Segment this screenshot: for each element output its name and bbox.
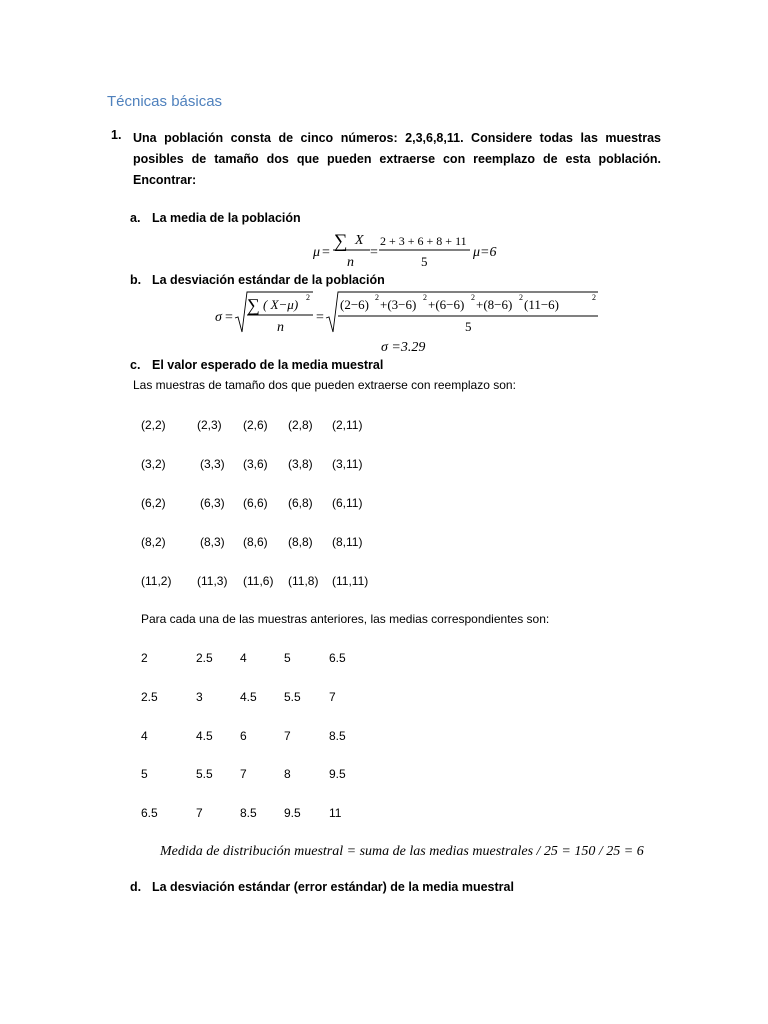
sample-mean: 4	[240, 651, 247, 665]
sample-mean: 6	[240, 729, 247, 743]
exponent-two-3: 2	[471, 293, 475, 302]
population-mean-formula	[300, 226, 520, 272]
sample-pair: (3,6)	[243, 457, 268, 471]
exponent-two: 2	[306, 293, 310, 302]
sample-pair: (8,11)	[332, 535, 363, 549]
exponent-two-1: 2	[375, 293, 379, 302]
sample-pair: (8,8)	[288, 535, 313, 549]
sigma-symbol: σ	[215, 310, 222, 325]
sample-mean: 5.5	[196, 767, 213, 781]
sample-pair: (3,3)	[200, 457, 225, 471]
sample-pair: (2,3)	[197, 418, 222, 432]
equals-sign: =	[225, 310, 233, 325]
sample-pair: (2,8)	[288, 418, 313, 432]
sample-pair: (8,3)	[200, 535, 225, 549]
sample-pair: (6,11)	[332, 496, 363, 510]
sample-mean: 7	[196, 806, 203, 820]
sample-pair: (6,2)	[141, 496, 166, 510]
sample-mean: 4.5	[240, 690, 257, 704]
sample-mean: 5.5	[284, 690, 301, 704]
population-std-formula	[205, 288, 605, 356]
section-heading: Técnicas básicas	[107, 93, 223, 110]
numerator-term-3: +(6−6)	[428, 297, 465, 312]
sample-pair: (8,6)	[243, 535, 268, 549]
sample-mean: 9.5	[284, 806, 301, 820]
sample-mean: 5	[284, 651, 291, 665]
sum-term: ( X−μ)	[263, 297, 299, 312]
numerator-term-1: (2−6)	[340, 297, 369, 312]
sample-mean: 7	[284, 729, 291, 743]
part-c-letter: c.	[130, 358, 141, 372]
exponent-two-4: 2	[519, 293, 523, 302]
sample-pair: (6,8)	[288, 496, 313, 510]
exponent-two-2: 2	[423, 293, 427, 302]
denominator-n: n	[347, 255, 354, 270]
mu-symbol: μ	[313, 245, 321, 260]
exponent-two-5: 2	[592, 293, 596, 302]
equals-sign-2: =	[370, 245, 378, 260]
sample-mean: 2.5	[196, 651, 213, 665]
part-a-title: La media de la población	[152, 211, 301, 225]
sample-mean: 4	[141, 729, 148, 743]
sample-pair: (2,6)	[243, 418, 268, 432]
equals-sign-2: =	[316, 310, 324, 325]
part-d-title: La desviación estándar (error estándar) de la media muestral	[152, 880, 514, 894]
numerator-sum: 2 + 3 + 6 + 8 + 11	[380, 234, 467, 248]
numerator-term-4: +(8−6)	[476, 297, 513, 312]
mean-result: μ=6	[473, 245, 497, 260]
numerator-term-2: +(3−6)	[380, 297, 417, 312]
denominator-five: 5	[421, 254, 428, 269]
part-b-title: La desviación estándar de la población	[152, 273, 385, 287]
sample-pair: (11,3)	[197, 574, 228, 588]
sample-pair: (3,8)	[288, 457, 313, 471]
summation-symbol: ∑	[247, 295, 260, 315]
sampling-distribution-summary: Medida de distribución muestral = suma de las medias muestrales / 25 = 150 / 25 = 6	[160, 844, 644, 859]
part-d-letter: d.	[130, 880, 142, 894]
sample-mean: 11	[329, 806, 342, 820]
sample-pair: (6,3)	[200, 496, 225, 510]
sum-variable: X	[355, 233, 364, 248]
samples-intro: Las muestras de tamaño dos que pueden extraerse con reemplazo son:	[133, 378, 516, 392]
equals-sign: =	[322, 245, 330, 260]
summation-symbol: ∑	[334, 231, 348, 252]
part-c-title: El valor esperado de la media muestral	[152, 358, 384, 372]
question-number: 1.	[111, 128, 122, 142]
sample-pair: (11,11)	[332, 574, 369, 588]
std-result: σ =3.29	[381, 340, 426, 355]
sample-mean: 8.5	[240, 806, 257, 820]
sample-mean: 9.5	[329, 767, 346, 781]
sample-pair: (8,2)	[141, 535, 166, 549]
sample-mean: 2	[141, 651, 148, 665]
part-a-letter: a.	[130, 211, 141, 225]
sample-pair: (2,2)	[141, 418, 166, 432]
denominator-n: n	[277, 320, 284, 335]
sample-pair: (11,2)	[141, 574, 172, 588]
sample-pair: (3,11)	[332, 457, 363, 471]
sample-mean: 7	[329, 690, 336, 704]
sample-mean: 5	[141, 767, 148, 781]
sample-pair: (3,2)	[141, 457, 166, 471]
sample-pair: (11,6)	[243, 574, 274, 588]
sample-mean: 3	[196, 690, 203, 704]
sample-mean: 6.5	[329, 651, 346, 665]
sample-mean: 7	[240, 767, 247, 781]
means-intro: Para cada una de las muestras anteriores, las medias correspondientes son:	[141, 612, 550, 626]
sample-pair: (11,8)	[288, 574, 319, 588]
sample-pair: (6,6)	[243, 496, 268, 510]
numerator-term-5: (11−6)	[524, 297, 560, 312]
sample-mean: 4.5	[196, 729, 213, 743]
sample-mean: 2.5	[141, 690, 158, 704]
sample-pair: (2,11)	[332, 418, 363, 432]
sample-mean: 8	[284, 767, 291, 781]
denominator-five: 5	[465, 319, 472, 334]
question-text: Una población consta de cinco números: 2,3,6,8,11. Considere todas las muestras posibles de tamaño dos que pueden extraerse con reemplazo de esta población. Encontrar:	[133, 131, 661, 187]
part-b-letter: b.	[130, 273, 142, 287]
sample-mean: 8.5	[329, 729, 346, 743]
sample-mean: 6.5	[141, 806, 158, 820]
